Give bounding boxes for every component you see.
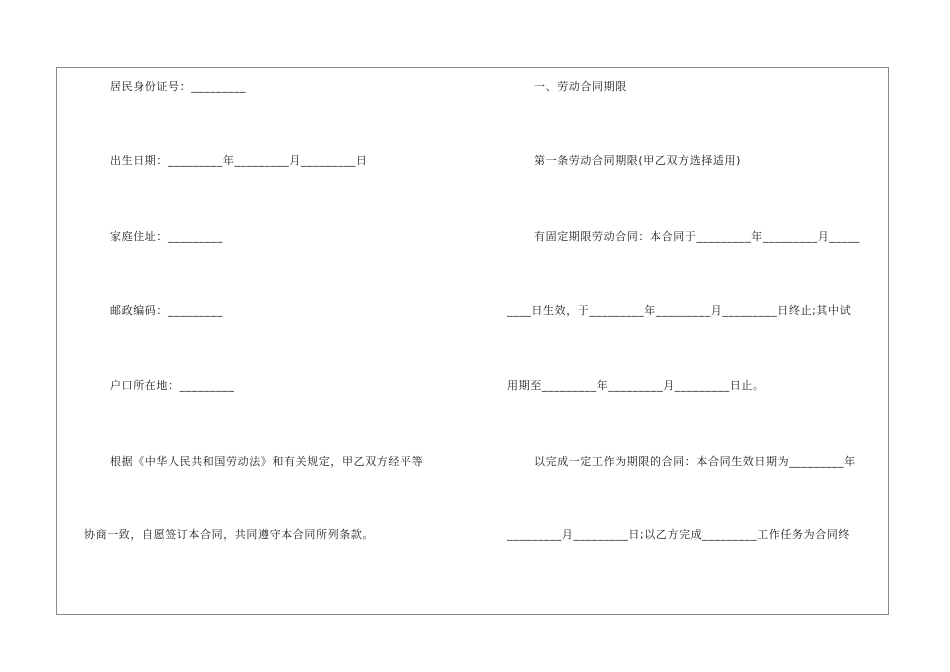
- article-1-heading: 第一条劳动合同期限(甲乙双方选择适用): [534, 154, 741, 167]
- home-address-line: 家庭住址：_________: [110, 230, 223, 243]
- preamble-line-1: 根据《中华人民共和国劳动法》和有关规定，甲乙双方经平等: [110, 455, 424, 468]
- fixed-term-line-2: ____日生效，于_________年_________月_________日终止;其中试: [507, 304, 852, 317]
- preamble-line-2: 协商一致，自愿签订本合同，共同遵守本合同所列条款。: [84, 528, 374, 541]
- hukou-location-line: 户口所在地：_________: [110, 379, 235, 392]
- section-title: 一、劳动合同期限: [534, 80, 627, 93]
- task-term-line-2: _________月_________日;以乙方完成_________工作任务为合同终: [507, 528, 851, 541]
- postal-code-line: 邮政编码：_________: [110, 304, 223, 317]
- fixed-term-line-1: 有固定期限劳动合同：本合同于_________年_________月_____: [534, 230, 860, 243]
- fixed-term-line-3: 用期至_________年_________月_________日止。: [507, 379, 765, 392]
- id-number-line: 居民身份证号：_________: [110, 80, 247, 93]
- birth-date-line: 出生日期：_________年_________月_________日: [110, 154, 368, 167]
- task-term-line-1: 以完成一定工作为期限的合同：本合同生效日期为_________年: [534, 455, 856, 468]
